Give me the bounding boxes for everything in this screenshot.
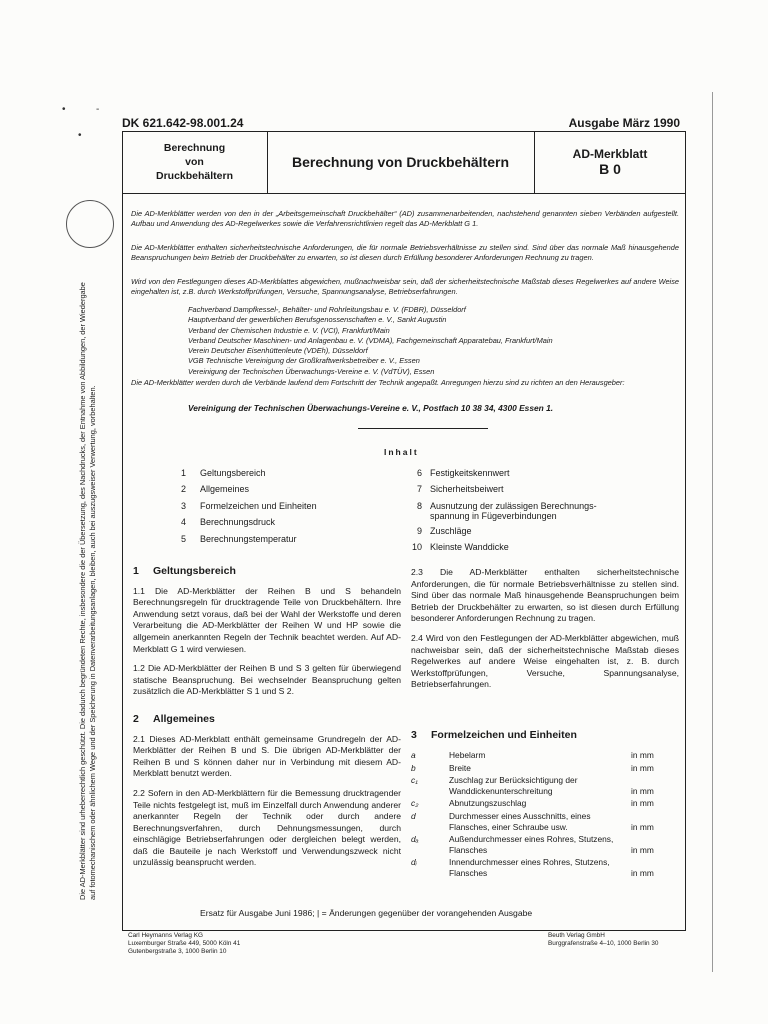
publisher-left — [128, 932, 240, 956]
organization: Verband der Chemischen Industrie e. V. (VCI), Frankfurt/Main — [188, 325, 390, 335]
toc-title: Inhalt — [384, 447, 419, 457]
organization: Verein Deutscher Eisenhüttenleute (VDEh), Düsseldorf — [188, 346, 368, 356]
dk-number: DK 621.642-98.001.24 — [122, 116, 244, 130]
copyright-line: Die AD-Merkblätter sind urheberrechtlich geschützt. Die dadurch begründeten Rechte, insbesondere die der Übersetzung, des Nachdrucks, der Entnahme von Abbildungen, der Wiedergabe — [78, 282, 87, 900]
copyright-line: auf fotomechanischem oder ähnlichem Wege und der Speicherung in Datenverarbeitungsanlagen, bleiben, auch bei auszugsweiser Verwertung, vorbehalten. — [87, 385, 97, 900]
title-right-cell — [534, 131, 686, 193]
edition-date: Ausgabe März 1990 — [568, 116, 680, 130]
organization: Fachverband Dampfkessel-, Behälter- und Rohrleitungsbau e. V. (FDBR), Düsseldorf — [188, 305, 466, 314]
intro-paragraph: Die AD-Merkblätter enthalten sicherheitstechnische Anforderungen, die für normale Betriebsverhältnisse zu stellen sind. Sind über das normale Maß hinausgehende Beanspruchungen beim Betrieb der Druckbehälter zu erwarten, so ist diesen durch Erfüllung besonderer Anforderungen Rechnung zu tragen. — [131, 243, 679, 263]
publisher-address: Vereinigung der Technischen Überwachungs-Vereine e. V., Postfach 10 38 34, 4300 Essen 1. — [188, 403, 554, 413]
paragraph: 1.1 Die AD-Merkblätter der Reihen B und S behandeln Berechnungsregeln für drucktragende Teile von Druckbehältern. Ihre Anwendung setzt voraus, daß bei der Wahl der Werkstoffe und deren Verarbeitung die AD-Merkblätter der Reihen W und HP sowie die allgemein anerkannten Regeln der Technik beachtet werden. Auf AD-Merkblatt G 1 wird verwiesen. — [133, 585, 401, 654]
merkblatt-label: AD-Merkblatt — [572, 147, 648, 161]
symbol-row: c₁ Zuschlag zur Berücksichtigung der Wanddickenunterschreitung in mm — [411, 775, 654, 796]
paragraph: 1.2 Die AD-Merkblätter der Reihen B und S 3 gelten für überwiegend statische Beanspruchung. Bei wechselnder Beanspruchung gelten zusätzlich die AD-Merkblätter S 1 und S 2. — [133, 663, 401, 697]
organization-list — [188, 305, 668, 377]
toc-item: 7 Sicherheitsbeiwert — [416, 484, 504, 495]
section-heading: 1 Geltungsbereich — [133, 565, 236, 577]
divider — [358, 428, 488, 429]
section-heading: 3 Formelzeichen und Einheiten — [411, 729, 577, 741]
toc-item: 8 Ausnutzung der zulässigen Berechnungs- spannung in Fügeverbindungen — [416, 500, 597, 522]
symbol-row: d Durchmesser eines Ausschnitts, eines Flansches, einer Schraube usw. in mm — [411, 810, 654, 832]
organization: Vereinigung der Technischen Überwachungs-Vereine e. V. (VdTÜV), Essen — [188, 366, 435, 376]
toc-item: 2 Allgemeines — [180, 484, 250, 495]
title-left-line: von — [185, 156, 204, 168]
symbol-row: dₐ Außendurchmesser eines Rohres, Stutzens, Flansches in mm — [411, 834, 654, 855]
symbol-row: a Hebelarm in mm — [411, 750, 654, 760]
toc-left — [166, 465, 386, 547]
publisher-line: Carl Heymanns Verlag KG — [128, 932, 203, 939]
intro-paragraph: Die AD-Merkblätter werden von den in der „Arbeitsgemeinschaft Druckbehälter“ (AD) zusammenarbeitenden, nachstehend genannten sieben Verbänden aufgestellt. Aufbau und Anwendung des AD-Regelwerkes sowie die Verfahrensrichtlinien regelt das AD-Merkblatt G 1. — [131, 209, 679, 229]
publisher-line: Luxemburger Straße 449, 5000 Köln 41 — [128, 940, 241, 947]
update-note: Die AD-Merkblätter werden durch die Verbände laufend dem Fortschritt der Technik angepaßt. Anregungen hierzu sind zu richten an den Herausgeber: — [131, 378, 625, 387]
toc-item: 6 Festigkeitskennwert — [416, 468, 510, 478]
title-left-line: Berechnung — [163, 142, 226, 154]
paragraph: 2.3 Die AD-Merkblätter enthalten sicherheitstechnische Anforderungen, die für normale Betriebsverhältnisse zu stellen sind. Sind über das normale Maß hinausgehende Beanspruchungen beim Betrieb der Druckbehälter zu erwarten, so ist diesen durch Erfüllung besonderer Anforderungen Rechnung zu tragen. — [411, 567, 679, 624]
section-heading: 2 Allgemeines — [133, 712, 215, 725]
toc-item: 3 Formelzeichen und Einheiten — [180, 500, 317, 511]
toc-right — [396, 465, 646, 556]
title-left-line: Druckbehältern — [155, 170, 234, 182]
publisher-right — [548, 932, 659, 948]
copyright-sidebar — [78, 140, 97, 900]
publisher-line: Gutenbergstraße 3, 1000 Berlin 10 — [128, 948, 227, 955]
margin-mark: • — [62, 104, 66, 115]
toc-item: 10 Kleinste Wanddicke — [411, 542, 509, 553]
organization: Hauptverband der gewerblichen Berufsgenossenschaften e. V., Sankt Augustin — [188, 315, 447, 325]
toc-item: 5 Berechnungstemperatur — [180, 533, 297, 544]
paragraph: 2.2 Sofern in den AD-Merkblättern für die Bemessung drucktragender Teile nichts festgelegt ist, muß im Einzelfall durch Anwendung anderer anerkannter Regeln der Technik oder durch andere Berechnungsverfahren, durch Dehnungsmessungen, durch einschlägige Betriebserfahrungen oder dergleichen belegt werden, daß die Bauteile je nach Werkstoff und Verwendungszweck nicht unzulässig beansprucht werden. — [133, 787, 401, 868]
title-left-cell — [122, 131, 268, 193]
toc-item: 9 Zuschläge — [416, 525, 472, 536]
symbol-row: b Breite in mm — [411, 762, 654, 773]
merkblatt-code: B 0 — [599, 161, 621, 177]
margin-mark: - — [96, 104, 100, 115]
publisher-line: Burggrafenstraße 4–10, 1000 Berlin 30 — [548, 940, 659, 947]
title-bar — [122, 131, 686, 194]
organization: Verband Deutscher Maschinen- und Anlagenbau e. V. (VDMA), Fachgemeinschaft Apparatebau, Frankfurt/Main — [188, 335, 553, 345]
intro-paragraph: Wird von den Festlegungen dieses AD-Merkblattes abgewichen, mußnachweisbar sein, daß der sicherheitstechnische Maßstab dieses Regelwerkes auf andere Weise eingehalten ist, z.B. durch Werkstoffprüfungen, Versuche, Spannungsanalyse, Betriebserfahrungen. — [131, 277, 679, 297]
symbol-row: c₂ Abnutzungszuschlag in mm — [411, 798, 654, 809]
document-title: Berechnung von Druckbehältern — [267, 131, 535, 193]
replacement-note: Ersatz für Ausgabe Juni 1986; | = Änderungen gegenüber der vorangehenden Ausgabe — [200, 908, 533, 918]
symbol-row: dᵢ Innendurchmesser eines Rohres, Stutzens, Flansches in mm — [411, 857, 654, 878]
toc-item: 4 Berechnungsdruck — [180, 517, 276, 528]
scan-edge-line — [712, 92, 713, 972]
symbol-table — [411, 750, 679, 881]
toc-item: 1 Geltungsbereich — [180, 468, 266, 478]
organization: VGB Technische Vereinigung der Großkraftwerksbetreiber e. V., Essen — [188, 356, 420, 366]
publisher-line: Beuth Verlag GmbH — [548, 932, 605, 939]
margin-mark: • — [78, 130, 82, 141]
right-column — [411, 567, 679, 691]
paragraph: 2.1 Dieses AD-Merkblatt enthält gemeinsame Grundregeln der AD-Merkblätter der Reihen B und S. Die übrigen AD-Merkblätter der Reihen B und S können daher nur in Verbindung mit diesem AD-Merkblatt benutzt werden. — [133, 733, 401, 779]
left-column — [133, 566, 401, 869]
paragraph: 2.4 Wird von den Festlegungen der AD-Merkblätter abgewichen, muß nachweisbar sein, daß der sicherheitstechnische Maßstab dieses Regelwerkes auf andere Weise eingehalten ist, z. B. durch Werkstoffprüfungen, Versuche, Spannungsanalyse, Betriebserfahrungen. — [411, 632, 679, 690]
